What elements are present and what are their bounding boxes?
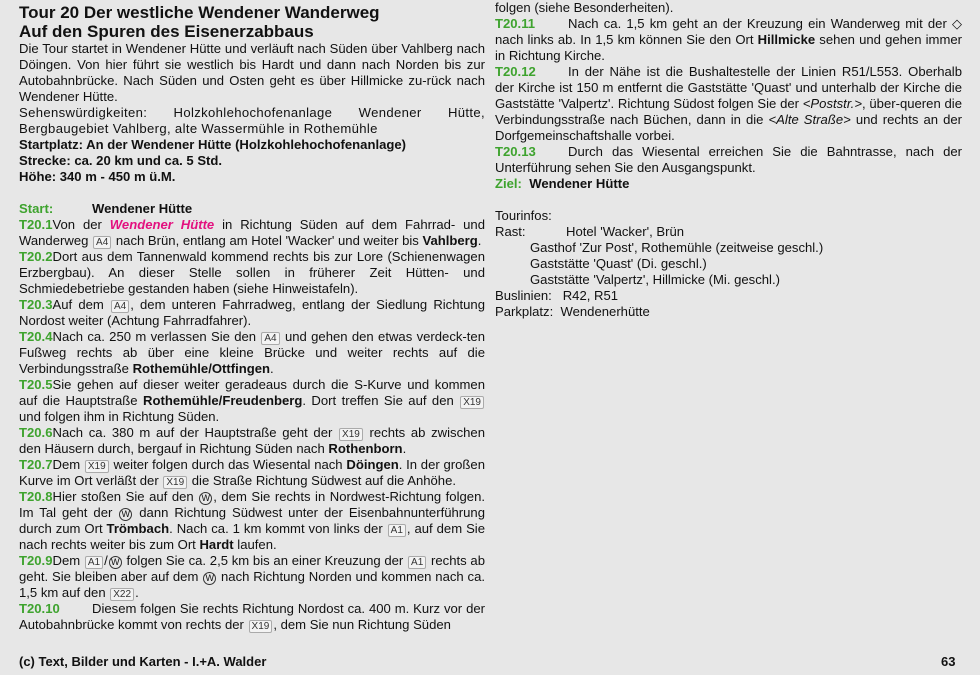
step-text: , auf dem Sie nach rechts weiter bis zum Ort (19, 521, 485, 552)
step-text: sehen und gehen immer in Richtung Kirche. (495, 32, 963, 63)
step-text: , über-queren die Verbindungsstraße nach Büchen, dann in die (495, 96, 962, 127)
step-text: und rechts an der Dorfgemeinschaftshalle vorbei. (495, 112, 962, 143)
step-text: Dem (52, 457, 84, 472)
step-text: Nach ca. 380 m auf der Hauptstraße geht der (52, 425, 339, 440)
w-trail-icon: W (119, 508, 132, 521)
step-text: und gehen den etwas verdeck-ten Fußweg rechts ab über eine kleine Brücke und weiter rechts auf die Verbindungsstraße (19, 329, 485, 376)
trail-sign-icon: X19 (460, 396, 484, 409)
place-highlight: Wendener Hütte (109, 217, 215, 232)
step-t20-6 (19, 425, 485, 457)
step-t20-3 (19, 297, 485, 329)
right-column (495, 0, 962, 320)
step-text: in Richtung Süden auf dem Fahrrad- und Wanderweg (19, 217, 485, 248)
place-name: Vahlberg (422, 233, 478, 248)
parkplatz-value: Wendenerhütte (560, 304, 650, 319)
w-trail-icon: W (109, 556, 122, 569)
step-text: Durch das Wiesental erreichen Sie die Bahntrasse, nach der Unterführung sehen Sie den Ausgangspunkt. (495, 144, 962, 175)
step-text: nach Brün, entlang am Hotel 'Wacker' und weiter bis (112, 233, 423, 248)
step-text: folgen Sie ca. 2,5 km bis an einer Kreuzung der (122, 553, 408, 568)
place-name: Rothemühle/Ottfingen (132, 361, 271, 376)
hoehe-text: Höhe: 340 m - 450 m ü.M. (19, 169, 176, 184)
step-text: , dem Sie nun Richtung Süden (273, 617, 451, 632)
step-t20-2 (19, 249, 485, 297)
slash: / (104, 553, 108, 568)
buslinien-value: R42, R51 (562, 288, 619, 303)
step-number: T20.6 (19, 425, 53, 440)
street-name: <Alte Straße> (768, 112, 851, 127)
step-text: rechts ab geht. Sie bleiben aber auf dem (19, 553, 485, 584)
strecke-text: Strecke: ca. 20 km und ca. 5 Std. (19, 153, 223, 168)
parkplatz-label: Parkplatz: (495, 304, 554, 319)
step-number: T20.5 (19, 377, 53, 392)
step-number: T20.10 (19, 601, 60, 616)
step-text: Sie gehen auf dieser weiter geradeaus durch die S-Kurve und kommen auf die Hauptstraße (19, 377, 485, 408)
intro-text: Die Tour startet in Wendener Hütte und verläuft nach Süden über Vahlberg nach Döingen. Von hier führt sie westlich bis Hardt und dann nach Norden bis zur Autobahnbrücke. Nach Süden und Osten geht es über Hillmicke zu-rück nach Wendener Hütte. (19, 41, 485, 104)
step-text: , dem Sie rechts in Nordwest-Richtung folgen. Im Tal geht der (19, 489, 485, 520)
rast-line (495, 224, 962, 240)
step-text: weiter folgen durch das Wiesental nach (109, 457, 347, 472)
step-text: Nach ca. 1,5 km geht an der Kreuzung ein Wanderweg mit der (568, 16, 952, 31)
step-number: T20.2 (19, 249, 53, 264)
step-text: Dem (52, 553, 84, 568)
tour-title: Tour 20 Der westliche Wendener Wanderweg (19, 3, 380, 22)
trail-sign-icon: X19 (163, 476, 187, 489)
trail-sign-icon: A1 (388, 524, 406, 537)
w-trail-icon: W (203, 572, 216, 585)
step-text: . (477, 233, 482, 248)
step-number: T20.9 (19, 553, 53, 568)
step-text: laufen. (233, 537, 277, 552)
buslinien-line (495, 288, 962, 304)
step-number: T20.11 (495, 16, 536, 31)
trail-sign-icon: X19 (339, 428, 363, 441)
step-text: Nach ca. 250 m verlassen Sie den (52, 329, 261, 344)
place-name: Trömbach (106, 521, 170, 536)
place-name: Rothemühle/Freudenberg (143, 393, 303, 408)
step-number: T20.8 (19, 489, 53, 504)
step-text: Von der (52, 217, 110, 232)
start-value: Wendener Hütte (92, 201, 193, 216)
trail-sign-icon: X19 (85, 460, 109, 473)
step-t20-7 (19, 457, 485, 489)
step-t20-12 (495, 64, 962, 144)
ziel-line (495, 176, 962, 192)
tour-subtitle: Auf den Spuren des Eisenerzabbaus (19, 22, 314, 41)
step-number: T20.4 (19, 329, 53, 344)
ziel-value: Wendener Hütte (529, 176, 630, 191)
step-text: Dort aus dem Tannenwald kommend rechts bis zur Lore (Schienenwagen Erzbergbau). An dieser Stelle sollen in früherer Zeit Hütten- und Schmiedebetriebe gestanden haben (siehe Hinweistafeln). (19, 249, 485, 296)
step-text: , dem unteren Fahrradweg, entlang der Siedlung Richtung Nordost weiter (Achtung Fahrradfahrer). (19, 297, 485, 328)
step-text: Auf dem (52, 297, 110, 312)
buslinien-label: Buslinien: (495, 288, 552, 303)
step-t20-11 (495, 16, 962, 64)
rast-item: Gaststätte 'Quast' (Di. geschl.) (530, 256, 707, 271)
step-t20-9 (19, 553, 485, 601)
step-t20-10 (19, 601, 485, 633)
step-text: . (402, 441, 407, 456)
step-number: T20.3 (19, 297, 53, 312)
trail-sign-icon: A4 (111, 300, 129, 313)
step-text: Diesem folgen Sie rechts Richtung Nordost ca. 400 m. Kurz vor der Autobahnbrücke kommt von rechts der (19, 601, 485, 632)
rast-item: Gaststätte 'Valpertz', Hillmicke (Mi. geschl.) (530, 272, 780, 287)
trail-sign-icon: A1 (85, 556, 103, 569)
step-number: T20.13 (495, 144, 536, 159)
step-text: die Straße Richtung Südwest auf die Anhöhe. (188, 473, 457, 488)
step-number: T20.7 (19, 457, 53, 472)
place-name: Döingen (346, 457, 399, 472)
w-trail-icon: W (199, 492, 212, 505)
step-text: . Nach ca. 1 km kommt von links der (169, 521, 387, 536)
parkplatz-line (495, 304, 962, 320)
trail-sign-icon: A1 (408, 556, 426, 569)
step-t20-4 (19, 329, 485, 377)
step-text: In der Nähe ist die Bushaltestelle der Linien R51/L553. Oberhalb der Kirche ist 150 m entfernt die Gaststätte 'Quast' und unterhalb der Kirche die Gaststätte 'Valpertz'. Richtung Südost folgen Sie der (495, 64, 962, 111)
step-text: nach Richtung Norden und kommen nach ca. 1,5 km auf den (19, 569, 485, 600)
step-number: T20.12 (495, 64, 536, 79)
step-text: Hier stoßen Sie auf den (52, 489, 199, 504)
trail-sign-icon: A4 (261, 332, 279, 345)
step-text: dann Richtung Südwest unter der Eisenbahnunterführung durch zum Ort (19, 505, 485, 536)
step-t20-10-continued: folgen (siehe Besonderheiten). (495, 0, 674, 15)
diamond-trail-icon: ◇ (952, 16, 962, 31)
step-text: . (270, 361, 274, 376)
step-text: nach links ab. In 1,5 km können Sie den Ort (495, 32, 758, 47)
step-t20-5 (19, 377, 485, 425)
step-t20-8 (19, 489, 485, 553)
step-text: . Dort treffen Sie auf den (302, 393, 460, 408)
start-line (19, 201, 485, 217)
place-name: Rothenborn (328, 441, 403, 456)
startplatz-text: Startplatz: An der Wendener Hütte (Holzkohlehochofenanlage) (19, 137, 407, 152)
step-text: rechts ab zwischen den Häusern durch, bergauf in Richtung Süden nach (19, 425, 485, 456)
copyright-footer: (c) Text, Bilder und Karten - I.+A. Walder (19, 654, 267, 669)
step-text: und folgen ihm in Richtung Süden. (19, 409, 220, 424)
place-name: Hardt (199, 537, 234, 552)
sights-text: Sehenswürdigkeiten: Holzkohlehochofenanlage Wendener Hütte, Bergbaugebiet Vahlberg, alte Wassermühle in Rothemühle (19, 105, 485, 136)
ziel-label: Ziel: (495, 176, 522, 191)
rast-label: Rast: (495, 224, 526, 239)
tourinfos-heading: Tourinfos: (495, 208, 552, 223)
page-number: 63 (941, 654, 956, 669)
trail-sign-icon: X19 (249, 620, 273, 633)
trail-sign-icon: X22 (110, 588, 134, 601)
rast-item: Gasthof 'Zur Post', Rothemühle (zeitweise geschl.) (530, 240, 824, 255)
step-number: T20.1 (19, 217, 53, 232)
street-name: <Poststr.> (802, 96, 862, 111)
rast-item: Hotel 'Wacker', Brün (566, 224, 685, 239)
step-text: . In der großen Kurve im Ort verläßt der (19, 457, 485, 488)
start-label: Start: (19, 201, 54, 216)
place-name: Hillmicke (757, 32, 816, 47)
step-text: . (135, 585, 139, 600)
step-t20-1 (19, 217, 485, 249)
left-column (19, 0, 485, 633)
step-t20-13 (495, 144, 962, 176)
trail-sign-icon: A4 (93, 236, 111, 249)
